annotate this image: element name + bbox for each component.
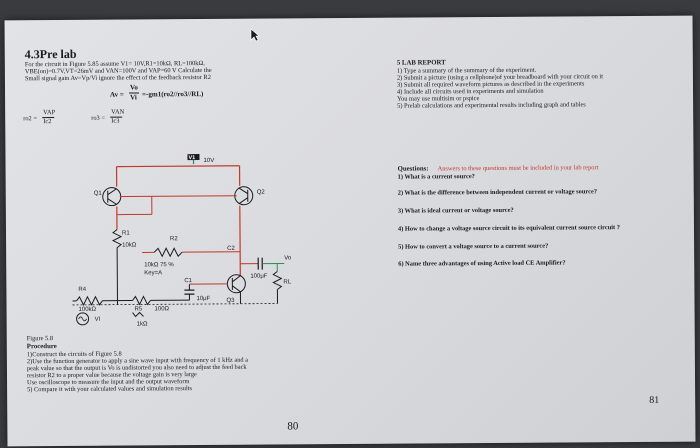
q1-transistor <box>94 188 121 206</box>
q3-label: Q3 <box>226 297 235 304</box>
question-1: 1) What is a current source? <box>397 173 475 181</box>
mouse-cursor-icon <box>250 28 260 42</box>
ro2-lhs: ro2 = <box>23 115 37 123</box>
question-4: 4) How to change a voltage source circuit to its equivalent current source circuit ? <box>397 224 620 233</box>
r4-value: 100kΩ <box>78 306 97 313</box>
r2-label: R2 <box>170 236 178 243</box>
c1-value: 10μF <box>196 295 211 303</box>
r1-resistor <box>113 229 137 248</box>
intro-line-3: Small signal gain Av=Vp/Vi ignore the effect of the feedback resistor R2 <box>24 73 211 83</box>
question-5: 5) How to convert a voltage source to a current source? <box>398 242 549 251</box>
q1-label: Q1 <box>93 190 102 197</box>
intro-line-2: VBE(on)=0.7V,VT=26mV and VAN=100V and VAP=60 V Calculate the <box>24 66 212 76</box>
intro-line-1: For the circuit in Figure 5.85 assume V1= 10V,R1=10kΩ, RL=100kΩ, <box>24 60 205 69</box>
q2-label: Q2 <box>256 189 265 196</box>
vi-label: VI <box>94 316 101 323</box>
circuit-schematic <box>71 153 302 330</box>
procedure-line-1: 1)Construct the circuits of Figure 5.8 <box>26 350 122 359</box>
r5-value: 100Ω <box>154 306 170 313</box>
ro2-num: VAP <box>43 109 56 117</box>
v1-label: V1 <box>188 155 196 162</box>
report-line-1: 1) Type a summary of the summary of the experiment. <box>396 66 537 75</box>
report-line-5: You may use multisim or pspice <box>397 95 480 103</box>
grid-dots <box>71 153 302 330</box>
gain-rhs: =-gm1(ro2//ro3//RL) <box>142 90 204 99</box>
questions-title: Questions: <box>397 165 429 173</box>
vi-source <box>77 312 148 327</box>
c1-label: C1 <box>184 278 193 285</box>
procedure-line-3: peak value so that the output is Vo is undistorted you also need to adjust the feed back <box>26 363 247 373</box>
ro3-lhs: ro3 = <box>91 114 105 122</box>
vi-value: 1kΩ <box>136 321 148 328</box>
report-line-6: 5) Prelab calculations and experimental results including graph and tables <box>397 101 586 110</box>
top-rail <box>117 166 240 167</box>
procedure-line-5: Use oscilloscope to measure the input and the output waveform <box>27 378 190 387</box>
procedure-title: Procedure <box>26 343 57 351</box>
question-3: 3) What is ideal current or voltage source? <box>397 206 514 215</box>
mirror-base-wire <box>120 196 237 197</box>
procedure-line-2: 2)Use the function generator to apply a sine wave input with frequency of 1 kHz and a <box>26 356 249 366</box>
vo-label: Vo <box>284 255 292 262</box>
r4-resistor <box>72 287 132 313</box>
gain-denominator: Vi <box>130 93 137 102</box>
lab-report-title: 5 LAB REPORT <box>396 59 446 67</box>
questions-note: Answers to these questions must be included in your lab report <box>437 164 599 173</box>
left-page-number: 80 <box>287 420 299 433</box>
r2-potentiometer <box>142 236 240 277</box>
rl-resistor <box>273 263 292 303</box>
document-page <box>5 16 696 447</box>
r1-label: R1 <box>121 230 130 237</box>
report-line-3: 3) Submit all required waveform pictures as described in the experiments <box>396 80 585 89</box>
c2-label: C2 <box>227 245 235 252</box>
report-line-2: 2) Submit a picture (using a cellphone)of your breadboard with your circuit on it <box>396 73 604 82</box>
c2-value: 100μF <box>250 273 268 280</box>
v1-source <box>187 154 214 164</box>
rl-label: RL <box>283 279 292 286</box>
question-6: 6) Name three advantages of using Active load CE Amplifier? <box>398 259 566 268</box>
r2-pot-value: 10kΩ 75 % <box>144 262 174 269</box>
gain-numerator: Vo <box>129 83 138 92</box>
r1-value: 10kΩ <box>122 242 137 249</box>
q2-transistor <box>235 187 266 205</box>
procedure-line-6: 5) Compare it with your calculated values and simulation results <box>27 385 192 394</box>
v1-value: 10V <box>203 157 215 165</box>
r4-label: R4 <box>78 286 87 293</box>
procedure-line-4: resistor R2 to a proper value because the voltage gain is very large <box>26 371 197 380</box>
report-line-4: 4) Include all circuits used in experiments and simulation <box>397 87 544 96</box>
r2-key: Key=A <box>144 270 163 277</box>
ro2-den: Ic2 <box>43 118 52 126</box>
question-2: 2) What is the difference between independent current or voltage source? <box>397 188 598 197</box>
c1-capacitor <box>184 278 227 302</box>
ro3-num: VAN <box>111 108 125 116</box>
r5-label: R5 <box>134 306 143 313</box>
right-page-number: 81 <box>649 394 660 406</box>
gain-lhs: Av = <box>110 90 124 99</box>
figure-caption: Figure 5.8 <box>26 335 54 343</box>
ro3-den: Ic3 <box>111 117 120 125</box>
q3-transistor <box>226 275 245 304</box>
prelab-title: 4.3Pre lab <box>24 46 77 62</box>
ground-rail <box>73 304 278 305</box>
